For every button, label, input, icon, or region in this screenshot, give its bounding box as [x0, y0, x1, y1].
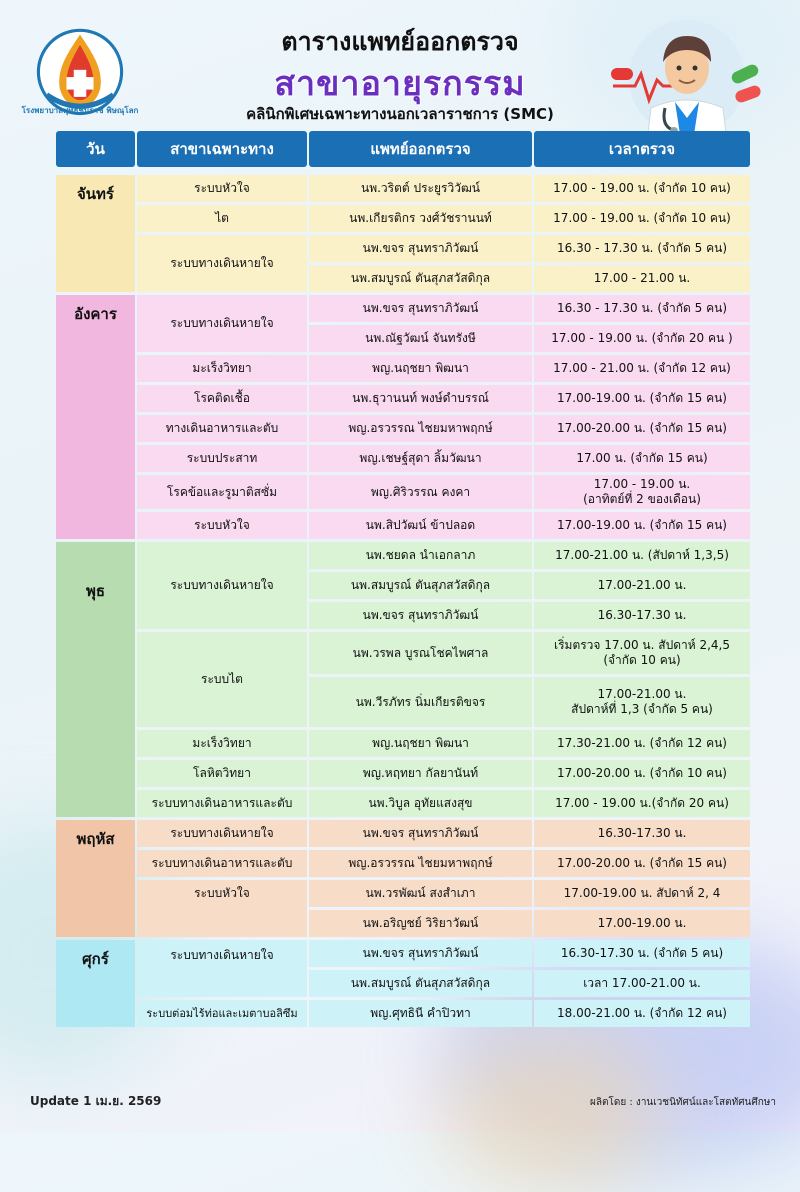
specialty-cell: ระบบทางเดินหายใจ: [137, 295, 307, 352]
specialty-cell: ทางเดินอาหารและตับ: [137, 415, 307, 442]
time-cell: 16.30-17.30 น. (จำกัด 5 คน): [534, 940, 750, 967]
column-header-day: วัน: [56, 131, 135, 167]
doctor-cell: พญ.นฤชยา พิฒนา: [309, 355, 532, 382]
doctor-cell: นพ.วรพล บูรณโชคไพศาล: [309, 632, 532, 674]
day-monday: จันทร์: [56, 175, 135, 292]
column-header-specialty: สาขาเฉพาะทาง: [137, 131, 307, 167]
page-title: ตารางแพทย์ออกตรวจ: [281, 27, 519, 56]
time-cell: เวลา 17.00-21.00 น.: [534, 970, 750, 997]
specialty-cell: ระบบต่อมไร้ท่อและเมตาบอลิซึม: [137, 1000, 307, 1027]
day-thursday: พฤหัส: [56, 820, 135, 937]
specialty-cell: ระบบทางเดินอาหารและตับ: [137, 850, 307, 877]
doctor-cell: พญ.ศิริวรรณ คงคา: [309, 475, 532, 509]
doctor-cell: นพ.ขจร สุนทราภิวัฒน์: [309, 235, 532, 262]
day-tuesday: อังคาร: [56, 295, 135, 539]
specialty-cell: โลหิตวิทยา: [137, 760, 307, 787]
doctor-cell: นพ.ชยดล นำเอกลาภ: [309, 542, 532, 569]
doctor-cell: นพ.อริญชย์ วิริยาวัฒน์: [309, 910, 532, 937]
day-wednesday: พุธ: [56, 542, 135, 817]
time-cell: 17.00 - 19.00 น. (จำกัด 10 คน): [534, 175, 750, 202]
specialty-cell: มะเร็งวิทยา: [137, 730, 307, 757]
clinic-subtitle: คลินิกพิเศษเฉพาะทางนอกเวลาราชการ (SMC): [246, 105, 554, 123]
doctor-cell: นพ.วีรภัทร นิ่มเกียรติขจร: [309, 677, 532, 727]
time-cell: 17.00-20.00 น. (จำกัด 15 คน): [534, 850, 750, 877]
time-cell: 17.00 - 19.00 น. (จำกัด 10 คน): [534, 205, 750, 232]
time-cell: เริ่มตรวจ 17.00 น. สัปดาห์ 2,4,5 (จำกัด 10 คน): [534, 632, 750, 674]
time-cell: 17.00 - 21.00 น.: [534, 265, 750, 292]
time-cell: 16.30-17.30 น.: [534, 820, 750, 847]
department-title: สาขาอายุรกรรม: [274, 64, 526, 104]
column-header-time: เวลาตรวจ: [534, 131, 750, 167]
doctor-cell: นพ.ธุวานนท์ พงษ์ดำบรรณ์: [309, 385, 532, 412]
time-cell: 17.30-21.00 น. (จำกัด 12 คน): [534, 730, 750, 757]
doctor-cell: นพ.วริตต์ ประยูรวิวัฒน์: [309, 175, 532, 202]
specialty-cell: ไต: [137, 205, 307, 232]
time-cell: 17.00 - 19.00 น. (จำกัด 20 คน ): [534, 325, 750, 352]
time-cell: 16.30-17.30 น.: [534, 602, 750, 629]
update-date: Update 1 เม.ย. 2569: [30, 1094, 162, 1108]
doctor-cell: นพ.สิปวัฒน์ ข้าปลอด: [309, 512, 532, 539]
specialty-cell: โรคติดเชื้อ: [137, 385, 307, 412]
time-cell: 17.00-19.00 น. (จำกัด 15 คน): [534, 512, 750, 539]
doctor-cell: พญ.อรวรรณ ไชยมหาพฤกษ์: [309, 850, 532, 877]
time-cell: 17.00-20.00 น. (จำกัด 15 คน): [534, 415, 750, 442]
time-cell: 17.00-21.00 น. สัปดาห์ที่ 1,3 (จำกัด 5 คน): [534, 677, 750, 727]
specialty-cell: มะเร็งวิทยา: [137, 355, 307, 382]
specialty-cell: ระบบทางเดินหายใจ: [137, 235, 307, 292]
time-cell: 17.00-19.00 น. (จำกัด 15 คน): [534, 385, 750, 412]
time-cell: 17.00 น. (จำกัด 15 คน): [534, 445, 750, 472]
time-cell: 17.00-21.00 น.: [534, 572, 750, 599]
specialty-cell: ระบบหัวใจ: [137, 512, 307, 539]
specialty-cell: ระบบทางเดินหายใจ: [137, 940, 307, 997]
doctor-cell: นพ.ขจร สุนทราภิวัฒน์: [309, 295, 532, 322]
doctor-cell: พญ.หฤทยา กัลยานันท์: [309, 760, 532, 787]
doctor-cell: นพ.สมบูรณ์ ตันสุภสวัสดิกุล: [309, 265, 532, 292]
specialty-cell: ระบบหัวใจ: [137, 880, 307, 937]
specialty-cell: ระบบทางเดินหายใจ: [137, 820, 307, 847]
column-header-doctor: แพทย์ออกตรวจ: [309, 131, 532, 167]
doctor-cell: นพ.วิบูล อุทัยแสงสุข: [309, 790, 532, 817]
doctor-cell: นพ.ขจร สุนทราภิวัฒน์: [309, 940, 532, 967]
doctor-cell: นพ.สมบูรณ์ ตันสุภสวัสดิกุล: [309, 970, 532, 997]
time-cell: 17.00 - 19.00 น.(จำกัด 20 คน): [534, 790, 750, 817]
time-cell: 16.30 - 17.30 น. (จำกัด 5 คน): [534, 235, 750, 262]
specialty-cell: โรคข้อและรูมาติสซั่ม: [137, 475, 307, 509]
time-cell: 17.00-21.00 น. (สัปดาห์ 1,3,5): [534, 542, 750, 569]
time-cell: 17.00-20.00 น. (จำกัด 10 คน): [534, 760, 750, 787]
doctor-cell: นพ.เกียรติกร วงศ์วัชรานนท์: [309, 205, 532, 232]
specialty-cell: ระบบหัวใจ: [137, 175, 307, 202]
time-cell: 17.00 - 21.00 น. (จำกัด 12 คน): [534, 355, 750, 382]
doctor-cell: พญ.นฤชยา พิฒนา: [309, 730, 532, 757]
specialty-cell: ระบบประสาท: [137, 445, 307, 472]
doctor-cell: พญ.อรวรรณ ไชยมหาพฤกษ์: [309, 415, 532, 442]
doctor-cell: พญ.ศุทธินี คำปิวทา: [309, 1000, 532, 1027]
doctor-illustration-icon: [605, 16, 770, 141]
logo-text: โรงพยาบาลพุทธชินราช พิษณุโลก: [21, 106, 139, 115]
specialty-cell: ระบบไต: [137, 632, 307, 727]
day-friday: ศุกร์: [56, 940, 135, 1027]
schedule-table: [56, 131, 750, 1027]
doctor-cell: พญ.เชษฐ์สุดา ลิ้มวัฒนา: [309, 445, 532, 472]
doctor-cell: นพ.ขจร สุนทราภิวัฒน์: [309, 820, 532, 847]
time-cell: 17.00 - 19.00 น. (อาทิตย์ที่ 2 ของเดือน): [534, 475, 750, 509]
producer-credit: ผลิตโดย : งานเวชนิทัศน์และโสตทัศนศึกษา: [590, 1097, 776, 1108]
time-cell: 17.00-19.00 น.: [534, 910, 750, 937]
specialty-cell: ระบบทางเดินอาหารและตับ: [137, 790, 307, 817]
time-cell: 16.30 - 17.30 น. (จำกัด 5 คน): [534, 295, 750, 322]
doctor-cell: นพ.วรพัฒน์ สงสำเภา: [309, 880, 532, 907]
time-cell: 17.00-19.00 น. สัปดาห์ 2, 4: [534, 880, 750, 907]
time-cell: 18.00-21.00 น. (จำกัด 12 คน): [534, 1000, 750, 1027]
doctor-cell: นพ.ขจร สุนทราภิวัฒน์: [309, 602, 532, 629]
specialty-cell: ระบบทางเดินหายใจ: [137, 542, 307, 629]
doctor-cell: นพ.สมบูรณ์ ตันสุภสวัสดิกุล: [309, 572, 532, 599]
doctor-cell: นพ.ณัฐวัฒน์ จันทรังษี: [309, 325, 532, 352]
